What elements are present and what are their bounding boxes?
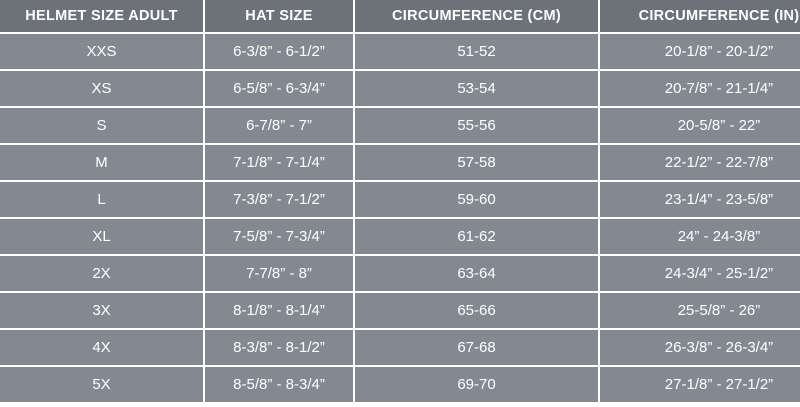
cell-circumference-cm: 61-62 [354, 218, 599, 255]
cell-circumference-in: 24-3/4” - 25-1/2” [599, 255, 800, 292]
table-row [0, 181, 800, 218]
column-header-helmet-size-adult: HELMET SIZE ADULT [0, 0, 204, 33]
cell-circumference-cm: 67-68 [354, 329, 599, 366]
cell-circumference-cm: 65-66 [354, 292, 599, 329]
cell-helmet-size: 4X [0, 329, 204, 366]
cell-helmet-size: 2X [0, 255, 204, 292]
column-header-circumference-cm: CIRCUMFERENCE (CM) [354, 0, 599, 33]
cell-helmet-size: 3X [0, 292, 204, 329]
table-row [0, 218, 800, 255]
table-row [0, 70, 800, 107]
cell-hat-size: 7-1/8” - 7-1/4” [204, 144, 354, 181]
cell-circumference-in: 25-5/8” - 26” [599, 292, 800, 329]
cell-helmet-size: XXS [0, 33, 204, 70]
cell-circumference-cm: 51-52 [354, 33, 599, 70]
table-row [0, 366, 800, 402]
cell-circumference-in: 23-1/4” - 23-5/8” [599, 181, 800, 218]
cell-hat-size: 6-7/8” - 7” [204, 107, 354, 144]
cell-helmet-size: L [0, 181, 204, 218]
cell-circumference-cm: 69-70 [354, 366, 599, 402]
cell-circumference-in: 27-1/8” - 27-1/2” [599, 366, 800, 402]
cell-circumference-in: 20-1/8” - 20-1/2” [599, 33, 800, 70]
column-header-circumference-in: CIRCUMFERENCE (IN) [599, 0, 800, 33]
cell-circumference-in: 22-1/2” - 22-7/8” [599, 144, 800, 181]
table-row [0, 144, 800, 181]
cell-circumference-cm: 53-54 [354, 70, 599, 107]
cell-hat-size: 8-5/8” - 8-3/4” [204, 366, 354, 402]
cell-hat-size: 8-3/8” - 8-1/2” [204, 329, 354, 366]
cell-helmet-size: S [0, 107, 204, 144]
cell-hat-size: 6-5/8” - 6-3/4” [204, 70, 354, 107]
cell-hat-size: 7-7/8” - 8” [204, 255, 354, 292]
column-header-hat-size: HAT SIZE [204, 0, 354, 33]
cell-circumference-in: 20-5/8” - 22” [599, 107, 800, 144]
table-row [0, 107, 800, 144]
cell-circumference-cm: 57-58 [354, 144, 599, 181]
table-row [0, 255, 800, 292]
cell-helmet-size: 5X [0, 366, 204, 402]
table-row [0, 329, 800, 366]
cell-circumference-in: 26-3/8” - 26-3/4” [599, 329, 800, 366]
cell-helmet-size: XL [0, 218, 204, 255]
table-header [0, 0, 800, 33]
table-header-row [0, 0, 800, 33]
cell-circumference-cm: 55-56 [354, 107, 599, 144]
cell-hat-size: 7-3/8” - 7-1/2” [204, 181, 354, 218]
cell-helmet-size: M [0, 144, 204, 181]
cell-circumference-in: 20-7/8” - 21-1/4” [599, 70, 800, 107]
cell-hat-size: 7-5/8” - 7-3/4” [204, 218, 354, 255]
table-body [0, 33, 800, 402]
cell-hat-size: 6-3/8” - 6-1/2” [204, 33, 354, 70]
table-row [0, 33, 800, 70]
cell-helmet-size: XS [0, 70, 204, 107]
cell-hat-size: 8-1/8” - 8-1/4” [204, 292, 354, 329]
cell-circumference-in: 24” - 24-3/8” [599, 218, 800, 255]
cell-circumference-cm: 63-64 [354, 255, 599, 292]
cell-circumference-cm: 59-60 [354, 181, 599, 218]
table-row [0, 292, 800, 329]
